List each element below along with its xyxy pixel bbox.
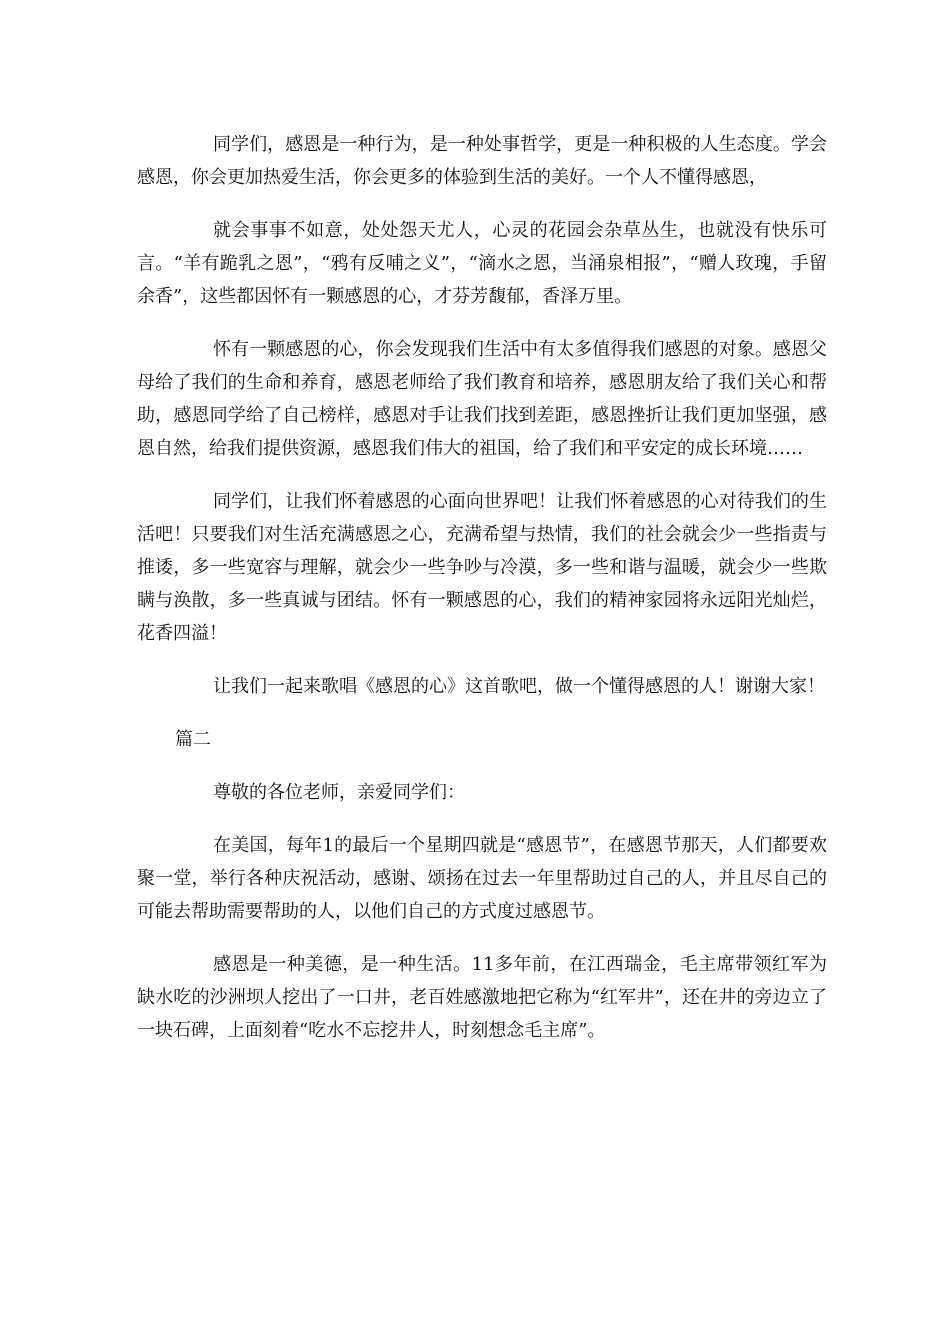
paragraph: 就会事事不如意，处处怨天尤人，心灵的花园会杂草丛生，也就没有快乐可言。“羊有跪乳之恩”，“鸦有反哺之义”，“滴水之恩，当涌泉相报”，“赠人玫瑰，手留余香”，这些都因怀有一颗感恩的心，才芬芳馥郁，香泽万里。 [137, 220, 827, 307]
section-heading: 篇二 [175, 729, 211, 750]
paragraph: 同学们，让我们怀着感恩的心面向世界吧！让我们怀着感恩的心对待我们的生活吧！只要我们对生活充满感恩之心，充满希望与热情，我们的社会就会少一些指责与推诿，多一些宽容与理解，就会少一些争吵与冷漠，多一些和谐与温暖，就会少一些欺瞒与涣散，多一些真诚与团结。怀有一颗感恩的心，我们的精神家园将永远阳光灿烂，花香四溢！ [137, 491, 827, 644]
paragraph: 怀有一颗感恩的心，你会发现我们生活中有太多值得我们感恩的对象。感恩父母给了我们的生命和养育，感恩老师给了我们教育和培养，感恩朋友给了我们关心和帮助，感恩同学给了自己榜样，感恩对手让我们找到差距，感恩挫折让我们更加坚强，感恩自然，给我们提供资源，感恩我们伟大的祖国，给了我们和平安定的成长环境…… [137, 339, 827, 459]
paragraph: 感恩是一种美德，是一种生活。11多年前，在江西瑞金，毛主席带领红军为缺水吃的沙洲坝人挖出了一口井，老百姓感激地把它称为“红军井”，还在井的旁边立了一块石碑，上面刻着“吃水不忘挖井人，时刻想念毛主席”。 [137, 954, 827, 1041]
paragraph: 让我们一起来歌唱《感恩的心》这首歌吧，做一个懂得感恩的人！谢谢大家！ [213, 676, 825, 697]
paragraph: 同学们，感恩是一种行为，是一种处事哲学，更是一种积极的人生态度。学会感恩，你会更加热爱生活，你会更多的体验到生活的美好。一个人不懂得感恩， [137, 134, 827, 188]
paragraph: 在美国，每年1的最后一个星期四就是“感恩节”，在感恩节那天，人们都要欢聚一堂，举行各种庆祝活动，感谢、颂扬在过去一年里帮助过自己的人，并且尽自己的可能去帮助需要帮助的人，以他们自己的方式度过感恩节。 [137, 835, 827, 922]
document-body [137, 128, 827, 1067]
salutation: 尊敬的各位老师，亲爱同学们： [213, 782, 465, 803]
